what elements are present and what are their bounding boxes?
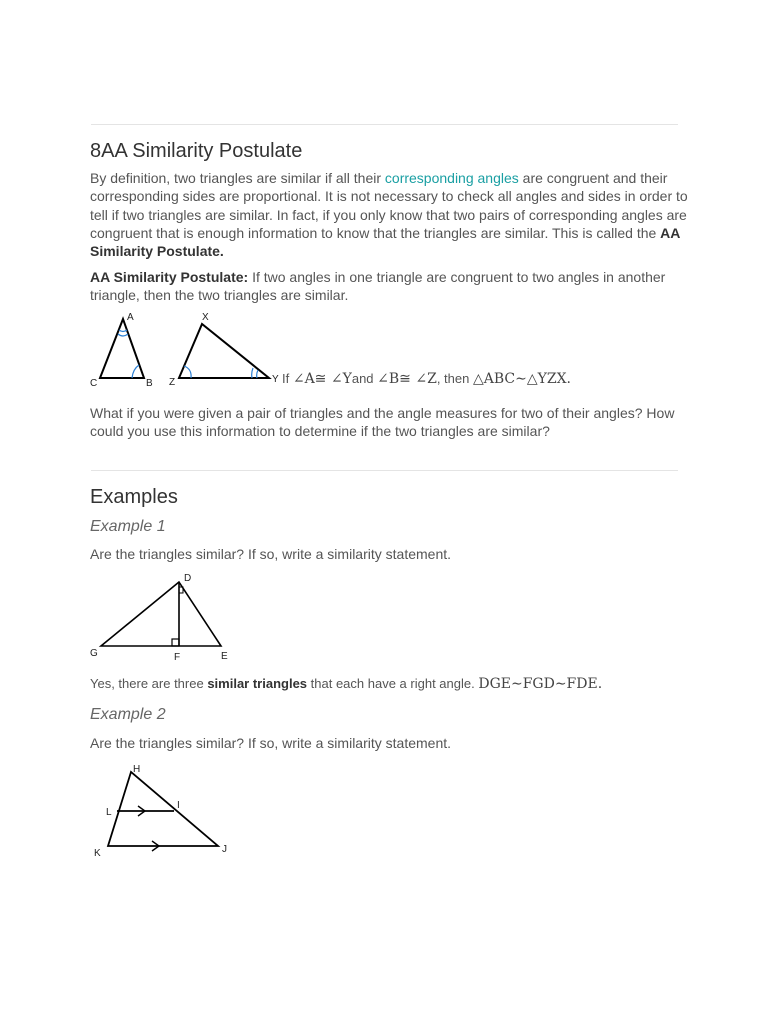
example-1-title: Example 1 — [90, 518, 166, 535]
top-divider — [91, 124, 678, 125]
triangle-abc — [100, 319, 144, 378]
ex1-answer-text-2: that each have a right angle. — [307, 676, 479, 691]
angle-mark-b — [132, 365, 139, 378]
example-2-figure — [88, 760, 238, 860]
middle-divider — [91, 470, 678, 471]
label-j: J — [222, 844, 227, 855]
postulate-label: AA Similarity Postulate: — [90, 269, 249, 285]
example-1-answer — [90, 675, 690, 693]
intro-bold: AA Similarity Postulate. — [90, 224, 680, 260]
label-h: H — [133, 764, 141, 775]
similarity-statement — [282, 371, 571, 387]
stmt-cond1: ∠A≅ ∠Y — [292, 371, 352, 387]
intro-paragraph — [90, 169, 690, 260]
corresponding-angles-link[interactable]: corresponding angles — [384, 170, 519, 186]
ex1-answer-bold: similar triangles — [207, 676, 308, 691]
stmt-cond2: ∠B≅ ∠Z — [377, 371, 437, 387]
angle-mark-a — [118, 330, 128, 336]
section-title: 8AA Similarity Postulate — [90, 140, 303, 162]
label-i: I — [177, 800, 180, 811]
angle-mark-z — [184, 366, 191, 378]
label-k: K — [94, 848, 101, 859]
aa-triangles-figure — [88, 308, 288, 390]
right-angle-f — [172, 639, 179, 646]
example-1-figure — [88, 570, 238, 665]
example-2-prompt: Are the triangles similar? If so, write a similarity statement. — [90, 735, 452, 751]
label-e: E — [221, 651, 228, 662]
postulate-text: If two angles in one triangle are congruent to two angles in another triangle, then the two triangles are similar. — [90, 269, 666, 304]
ex1-answer-text-1: Yes, there are three — [90, 676, 208, 691]
label-x: X — [202, 312, 209, 323]
examples-heading: Examples — [90, 486, 178, 508]
label-c: C — [90, 378, 98, 389]
label-f: F — [174, 652, 181, 663]
stmt-mid: and — [351, 371, 378, 386]
intro-text-1: By definition, two triangles are similar if all their — [90, 170, 385, 186]
label-l: L — [106, 807, 112, 818]
stmt-then: , then — [436, 371, 473, 386]
triangle-xyz — [179, 324, 269, 378]
triangle-dge — [101, 582, 221, 646]
example-2-title: Example 2 — [90, 706, 166, 723]
label-z: Z — [169, 377, 176, 388]
stmt-conclusion: △ABC∼△YZX. — [472, 371, 571, 387]
question-paragraph: What if you were given a pair of triangles and the angle measures for two of their angles? How could you use this information to determine if the two triangles are similar? — [90, 405, 675, 440]
ex1-answer-math: DGE∼FGD∼FDE. — [478, 676, 603, 692]
stmt-prefix: If — [282, 371, 293, 386]
label-a: A — [127, 312, 134, 323]
label-g: G — [90, 648, 98, 659]
example-1-prompt: Are the triangles similar? If so, write a similarity statement. — [90, 546, 452, 562]
label-y: Y — [272, 374, 279, 385]
intro-text-2: are congruent and their corresponding sides are proportional. It is not necessary to check all angles and sides in order to tell if two triangles are similar. In fact, if you only know that two pairs of corresponding angles are congruent that is enough information to know that the triangles are similar. This is called the — [90, 170, 688, 241]
label-b: B — [146, 378, 153, 389]
postulate-paragraph — [90, 268, 690, 305]
triangle-hkj — [108, 772, 218, 846]
label-d: D — [184, 573, 192, 584]
